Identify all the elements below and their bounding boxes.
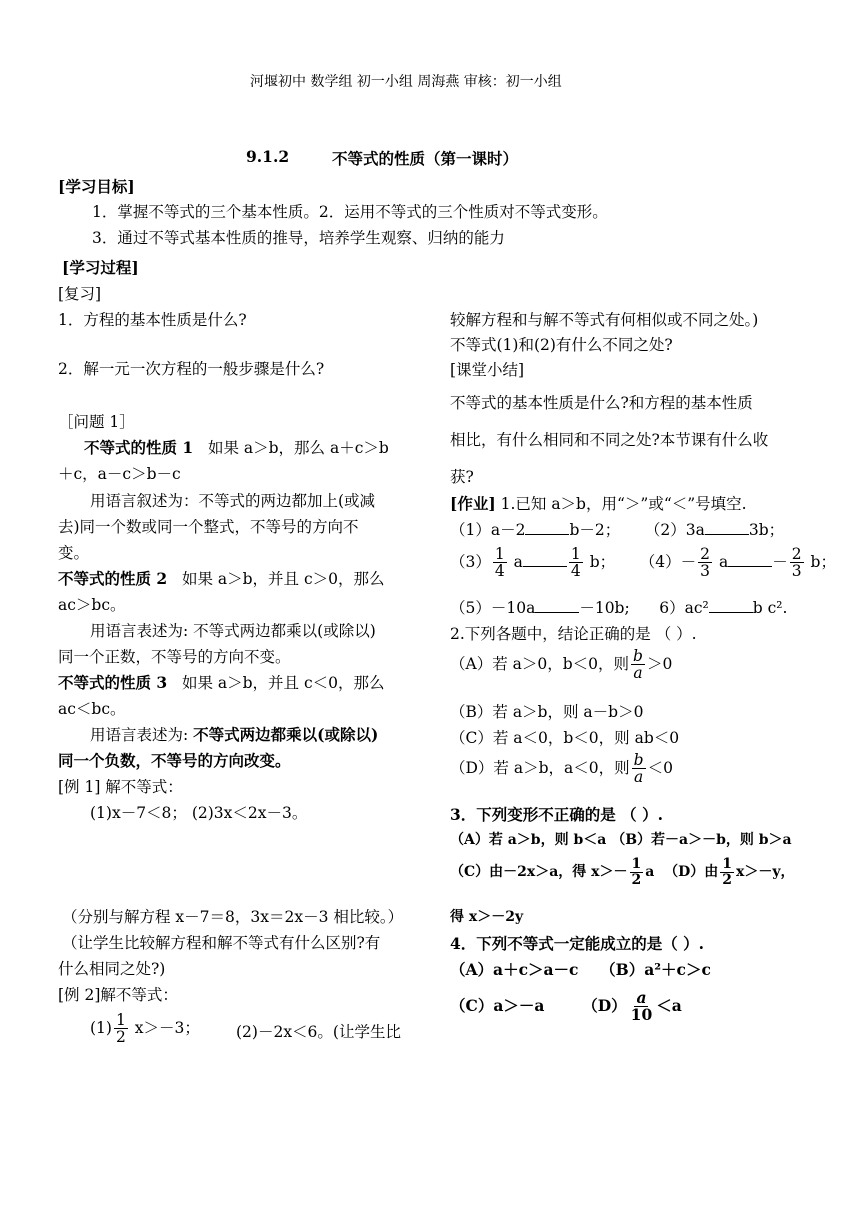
fraction: $\frac{2}{3}$ xyxy=(791,545,802,581)
fraction: $\frac{2}{3}$ xyxy=(700,545,711,581)
answer-blank[interactable] xyxy=(728,552,772,567)
fraction: $\frac{b}{a}$ xyxy=(633,647,643,683)
property-1-language-3: 变。 xyxy=(58,544,90,562)
example-2-item-2: (2)－2x＜6。(让学生比 xyxy=(236,1023,401,1041)
example-2-item-1: (1) $\frac{1}{2}$ x＞－3； xyxy=(90,1011,200,1047)
fraction: $\frac{1}{2}$ xyxy=(115,1011,126,1047)
goal-line-2: 3．通过不等式基本性质的推导，培养学生观察、归纳的能力 xyxy=(92,229,505,247)
property-2-label: 不等式的性质 2 xyxy=(58,569,168,588)
homework-1-row-2: （3） $\frac{1}{4}$ a $\frac{1}{4}$ b； （4）－ $\frac{2}{3}$ a － $\frac{2}{3}$ b； xyxy=(450,545,836,581)
right-cont-2: 不等式(1)和(2)有什么不同之处? xyxy=(450,336,673,354)
property-2-language-1: 用语言表述为: 不等式两边都乘以(或除以) xyxy=(90,622,376,640)
goal-line-1: 1．掌握不等式的三个基本性质。2．运用不等式的三个性质对不等式变形。 xyxy=(92,203,608,221)
property-2-statement: 不等式的性质 2 如果 a＞b，并且 c＞0，那么 xyxy=(58,569,385,588)
process-heading: [学习过程] xyxy=(62,258,139,277)
answer-blank[interactable] xyxy=(525,520,569,535)
summary-line-3: 获? xyxy=(450,468,474,486)
right-cont-1: 较解方程和与解不等式有何相似或不同之处。) xyxy=(450,311,759,329)
homework-1-row-3: （5）－10a －10b; 6）ac² b c². xyxy=(450,599,788,617)
homework-1-row-1: （1）a－2 b－2； （2）3a 3b； xyxy=(450,521,785,539)
fraction: $\frac{a}{10}$ xyxy=(630,988,653,1025)
homework-2-option-b: （B）若 a＞b，则 a－b＞0 xyxy=(450,703,644,721)
property-3-statement: 不等式的性质 3 如果 a＞b，并且 c＜0，那么 xyxy=(58,673,385,692)
homework-label: [作业] xyxy=(450,494,496,513)
homework-4-options-ab: （A）a＋c＞a－c （B）a²＋c＞c xyxy=(450,960,711,979)
page-header: 河堰初中 数学组 初一小组 周海燕 审核：初一小组 xyxy=(250,74,562,90)
answer-blank[interactable] xyxy=(523,552,567,567)
fraction: $\frac{1}{2}$ xyxy=(631,856,642,888)
homework-2-option-c: （C）若 a＜0，b＜0，则 ab＜0 xyxy=(450,729,680,747)
summary-line-2: 相比，有什么相同和不同之处?本节课有什么收 xyxy=(450,431,769,449)
property-3-language-1: 用语言表述为: 不等式两边都乘以(或除以) xyxy=(90,725,379,744)
homework-4: 4．下列不等式一定能成立的是（ ）. xyxy=(450,934,705,953)
fraction: $\frac{b}{a}$ xyxy=(633,751,644,787)
homework-2-option-d: （D）若 a＞b，a＜0，则 $\frac{b}{a}$ ＜0 xyxy=(450,751,673,787)
goals-heading: [学习目标] xyxy=(58,177,135,196)
example-1-items: (1)x－7＜8； (2)3x＜2x－3。 xyxy=(90,804,308,822)
compare-note-1: （分别与解方程 x－7＝8，3x＝2x－3 相比较。） xyxy=(62,908,404,926)
property-1-statement: 不等式的性质 1 如果 a＞b，那么 a＋c＞b xyxy=(84,438,389,457)
homework-1: [作业] 1.已知 a＞b，用“＞”或“＜”号填空. xyxy=(450,494,747,513)
problem-1-heading: ［问题 1］ xyxy=(58,413,135,431)
compare-note-2: （让学生比较解方程和解不等式有什么区别?有 xyxy=(62,934,381,952)
summary-line-1: 不等式的基本性质是什么?和方程的基本性质 xyxy=(450,394,753,412)
homework-3-options-ab: （A）若 a＞b，则 b＜a （B）若－a＞－b，则 b＞a xyxy=(450,832,792,848)
compare-note-3: 什么相同之处?) xyxy=(58,960,166,978)
fraction: $\frac{1}{4}$ xyxy=(494,545,505,581)
page-title: 不等式的性质（第一课时） xyxy=(332,149,519,168)
review-heading: [复习] xyxy=(58,285,102,303)
property-1-language-2: 去)同一个数或同一个整式，不等号的方向不 xyxy=(58,518,359,536)
answer-blank[interactable] xyxy=(535,598,579,613)
homework-3-tail: 得 x＞－2y xyxy=(450,909,524,925)
section-number: 9.1.2 xyxy=(246,147,290,166)
property-3-language-2: 同一个负数，不等号的方向改变。 xyxy=(58,751,291,770)
property-3-statement-cont: ac＜bc。 xyxy=(58,700,126,718)
property-1-language-1: 用语言叙述为：不等式的两边都加上(或减 xyxy=(90,492,376,510)
homework-2: 2.下列各题中，结论正确的是 （ ）. xyxy=(450,625,697,643)
summary-heading: [课堂小结] xyxy=(450,361,525,379)
answer-blank[interactable] xyxy=(709,598,753,613)
answer-blank[interactable] xyxy=(705,520,749,535)
property-3-label: 不等式的性质 3 xyxy=(58,673,168,692)
property-1-label: 不等式的性质 1 xyxy=(84,438,194,457)
homework-3: 3．下列变形不正确的是 （ ）. xyxy=(450,805,663,824)
fraction: $\frac{1}{2}$ xyxy=(722,856,732,888)
example-1-heading: [例 1] 解不等式： xyxy=(58,778,183,796)
review-question-1: 1．方程的基本性质是什么? xyxy=(58,311,247,329)
review-question-2: 2．解一元一次方程的一般步骤是什么? xyxy=(58,360,325,378)
property-2-language-2: 同一个正数，不等号的方向不变。 xyxy=(58,648,291,666)
homework-3-options-cd: （C）由－2x＞a，得 x＞－ $\frac{1}{2}$ a （D）由 $\frac{1}{2}$ x＞－y， xyxy=(450,856,795,888)
example-2-heading: [例 2]解不等式： xyxy=(58,986,178,1004)
homework-2-option-a: （A）若 a＞0，b＜0，则 $\frac{b}{a}$ ＞0 xyxy=(450,647,673,683)
property-1-statement-cont: ＋c，a－c＞b－c xyxy=(58,465,181,483)
homework-4-options-cd: （C）a＞－a （D） $\frac{a}{10}$ ＜a xyxy=(450,988,682,1025)
fraction: $\frac{1}{4}$ xyxy=(570,545,581,581)
property-2-statement-cont: ac＞bc。 xyxy=(58,596,126,614)
